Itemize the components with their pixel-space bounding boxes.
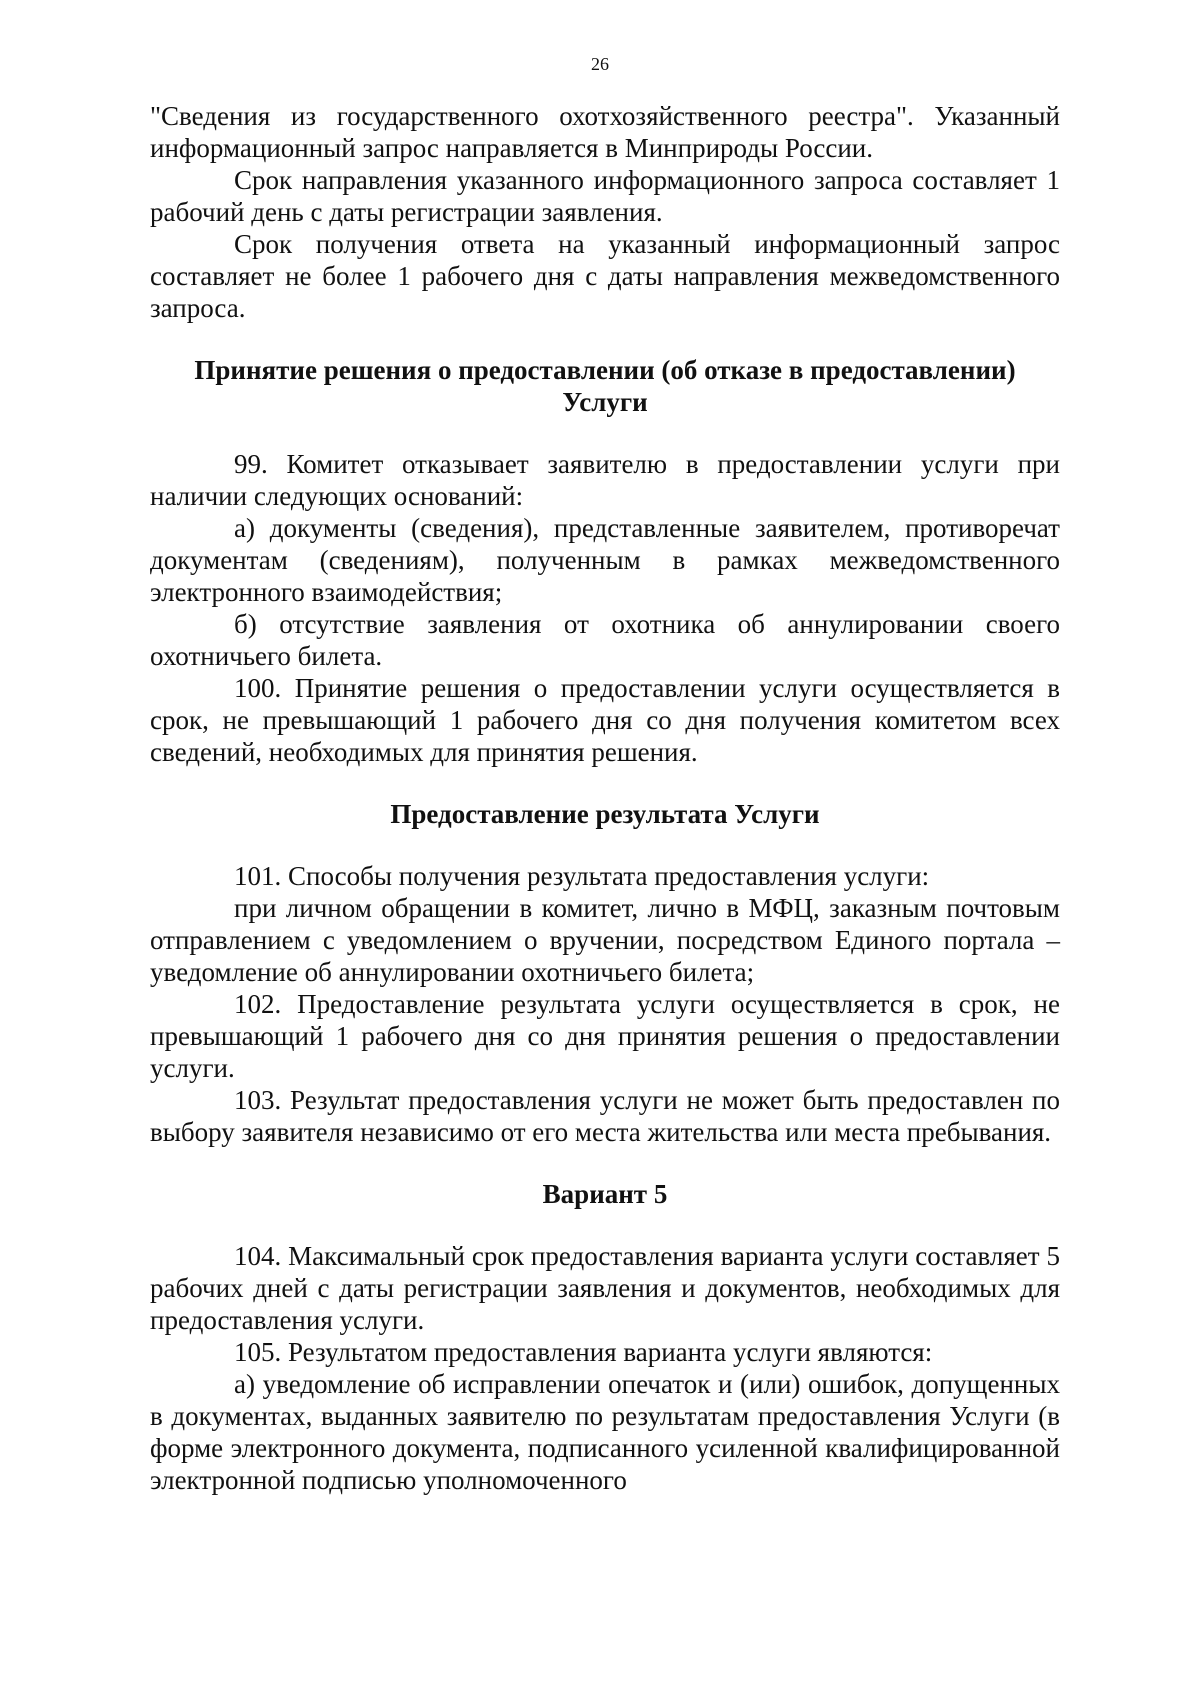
spacer (150, 418, 1060, 448)
paragraph-99: 99. Комитет отказывает заявителю в предоставлении услуги при наличии следующих оснований: (150, 449, 1060, 511)
paragraph-response-term: Срок получения ответа на указанный информационный запрос составляет не более 1 рабочего дня с даты направления межведомственного запроса. (150, 229, 1060, 323)
section-heading-variant-5: Вариант 5 (542, 1179, 668, 1209)
spacer (150, 830, 1060, 860)
paragraph-104: 104. Максимальный срок предоставления варианта услуги составляет 5 рабочих дней с даты регистрации заявления и документов, необходимых для предоставления услуги. (150, 1241, 1060, 1335)
paragraph-101-methods: при личном обращении в комитет, лично в МФЦ, заказным почтовым отправлением с уведомлением о вручении, посредством Единого портала – уведомление об аннулировании охотничьего билета; (150, 893, 1060, 987)
spacer (150, 1148, 1060, 1178)
paragraph-103: 103. Результат предоставления услуги не может быть предоставлен по выбору заявителя независимо от его места жительства или места пребывания. (150, 1085, 1060, 1147)
paragraph-registry-info: "Сведения из государственного охотхозяйственного реестра". Указанный информационный запрос направляется в Минприроды России. (150, 101, 1060, 163)
page-number: 26 (591, 54, 609, 74)
section-heading-decision (150, 354, 1060, 418)
paragraph-105-a: а) уведомление об исправлении опечаток и (или) ошибок, допущенных в документах, выданных заявителю по результатам предоставления Услуги (в форме электронного документа, подписанного усиленной квалифицированной электронной подписью уполномоченного (150, 1369, 1060, 1495)
spacer (150, 768, 1060, 798)
paragraph-101: 101. Способы получения результата предоставления услуги: (234, 861, 930, 891)
section-heading-decision-line1: Принятие решения о предоставлении (об отказе в предоставлении) (194, 355, 1016, 385)
document-body (150, 100, 1060, 1496)
paragraph-99-a: а) документы (сведения), представленные заявителем, противоречат документам (сведениям), полученным в рамках межведомственного электронного взаимодействия; (150, 513, 1060, 607)
section-heading-decision-line2: Услуги (562, 387, 648, 417)
spacer (150, 1210, 1060, 1240)
section-heading-result: Предоставление результата Услуги (390, 799, 820, 829)
paragraph-100: 100. Принятие решения о предоставлении услуги осуществляется в срок, не превышающий 1 рабочего дня со дня получения комитетом всех сведений, необходимых для принятия решения. (150, 673, 1060, 767)
paragraph-105: 105. Результатом предоставления варианта услуги являются: (234, 1337, 933, 1367)
paragraph-request-term: Срок направления указанного информационного запроса составляет 1 рабочий день с даты регистрации заявления. (150, 165, 1060, 227)
paragraph-99-b: б) отсутствие заявления от охотника об аннулировании своего охотничьего билета. (150, 609, 1060, 671)
spacer (150, 324, 1060, 354)
paragraph-102: 102. Предоставление результата услуги осуществляется в срок, не превышающий 1 рабочего дня со дня принятия решения о предоставлении услуги. (150, 989, 1060, 1083)
